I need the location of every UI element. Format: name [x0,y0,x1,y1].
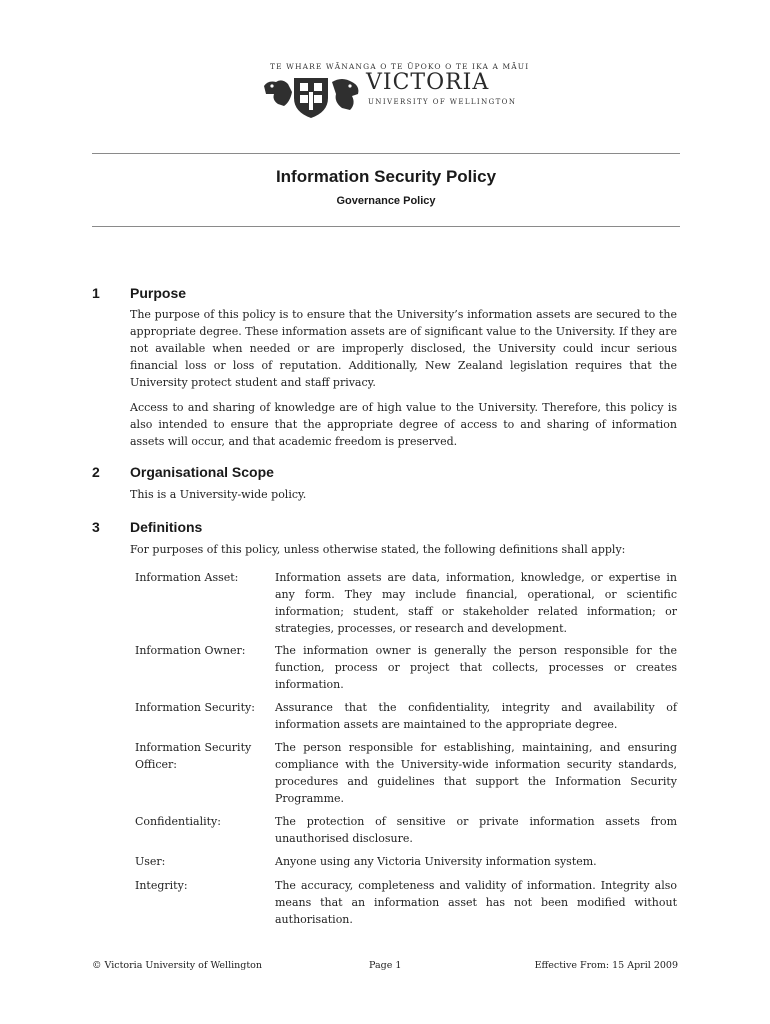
top-divider [92,153,680,154]
logo-subtitle: UNIVERSITY OF WELLINGTON [368,98,517,106]
definition-term: Information Asset: [135,571,239,584]
document-title: Information Security Policy [275,167,497,186]
section-number: 3 [92,519,100,535]
footer-page-number: Page 1 [369,960,402,971]
university-crest-icon [262,72,364,120]
definition-term: Information Security Officer: [135,741,252,771]
definition-term: Information Owner: [135,644,246,657]
section-heading-definitions: Definitions [130,519,203,535]
definition-text: Information assets are data, information, knowledge, or expertise in any form. They may include financial, operational, or scientific information; student, staff or stakeholder related information; or strategies, processes, or research and development. [275,571,677,635]
footer-effective-date: Effective From: 15 April 2009 [534,960,678,971]
definition-text: The person responsible for establishing, maintaining, and ensuring compliance with the University-wide information security standards, procedures and guidelines that support the Information Security Programme. [275,741,677,805]
section-number: 2 [92,464,100,480]
title-divider [92,226,680,227]
section-heading-scope: Organisational Scope [130,464,274,480]
definition-term: Confidentiality: [135,815,221,828]
purpose-paragraph: The purpose of this policy is to ensure that the University’s information assets are secured to the appropriate degree. These information assets are of significant value to the University. If they are not available when needed or are improperly disclosed, the University could incur serious financial loss or loss of reputation. Additionally, New Zealand legislation requires that the University protect student and staff privacy. [130,308,677,389]
definition-term: Integrity: [135,879,188,892]
definition-text: Assurance that the confidentiality, integrity and availability of information assets are maintained to the appropriate degree. [275,701,677,731]
section-number: 1 [92,285,100,301]
university-logo [262,62,530,122]
definitions-intro: For purposes of this policy, unless otherwise stated, the following definitions shall apply: [130,543,626,556]
definition-term: User: [135,855,166,868]
logo-tagline: TE WHARE WĀNANGA O TE ŪPOKO O TE IKA A MĀUI [270,62,530,71]
definition-text: The protection of sensitive or private information assets from unauthorised disclosure. [275,815,677,845]
document-subtitle: Governance Policy [336,195,436,207]
section-heading-purpose: Purpose [130,285,187,301]
definition-text: The information owner is generally the person responsible for the function, process or project that collects, processes or creates information. [275,644,677,691]
scope-paragraph: This is a University-wide policy. [130,488,307,501]
footer-copyright: © Victoria University of Wellington [92,960,263,971]
definition-term: Information Security: [135,701,255,714]
logo-wordmark: VICTORIA [366,70,490,95]
definition-text: Anyone using any Victoria University information system. [275,855,597,868]
purpose-paragraph: Access to and sharing of knowledge are of high value to the University. Therefore, this policy is also intended to ensure that the appropriate degree of access to and sharing of information assets will occur, and that academic freedom is preserved. [130,401,677,448]
definition-text: The accuracy, completeness and validity of information. Integrity also means that an information asset has not been modified without authorisation. [275,879,677,926]
